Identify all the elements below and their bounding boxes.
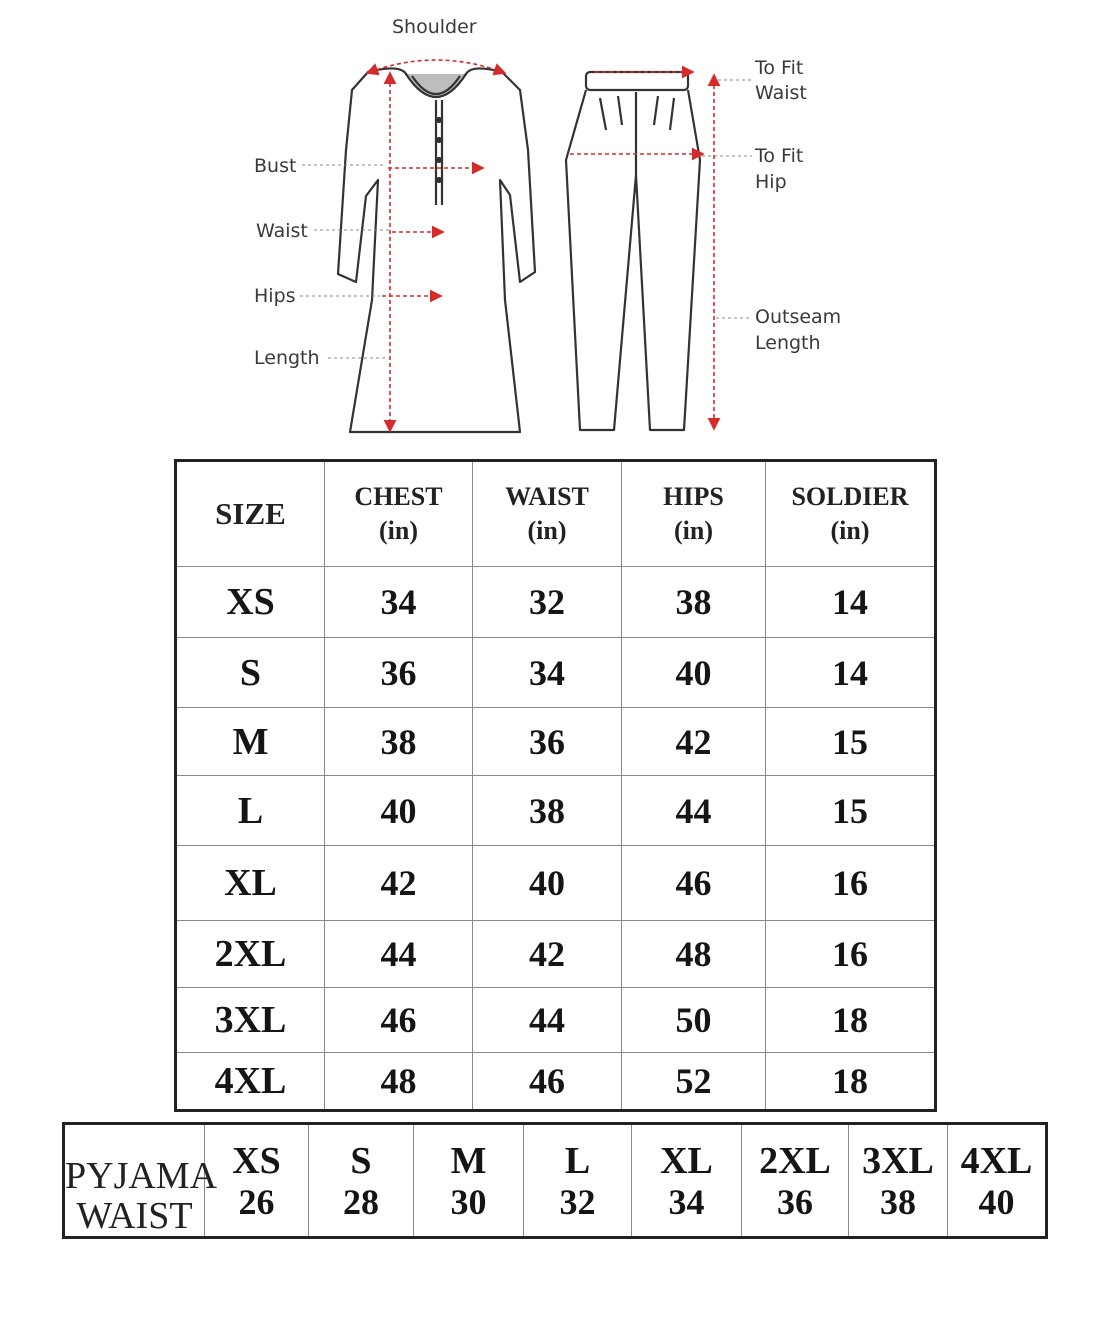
soldier-cell: 14 [766, 567, 936, 638]
outseam-label-line2: Length [755, 332, 821, 354]
table-row [176, 776, 936, 846]
hips-cell: 42 [622, 708, 766, 776]
size-chart-table [174, 459, 937, 1112]
measurement-diagram [0, 0, 1112, 450]
header-chest: CHEST (in) [325, 461, 473, 567]
pyjama-waist-cell: 32 [524, 1181, 632, 1238]
pyjama-waist-cell: 28 [309, 1181, 414, 1238]
table-header-row [176, 461, 936, 567]
pyjama-waist-cell: 34 [632, 1181, 742, 1238]
hips-cell: 44 [622, 776, 766, 846]
pyjama-size-cell: S [309, 1124, 414, 1182]
pants-icon [566, 72, 700, 430]
chest-cell: 38 [325, 708, 473, 776]
pyjama-waist-cell: 30 [414, 1181, 524, 1238]
pyjama-size-cell: M [414, 1124, 524, 1182]
header-size: SIZE [176, 461, 325, 567]
kurta-icon [338, 68, 535, 432]
pyjama-waist-label: PYJAMA WAIST [64, 1124, 205, 1238]
outseam-label-line1: Outseam [755, 306, 842, 328]
hips-label: Hips [254, 285, 296, 307]
waist-cell: 40 [473, 846, 622, 921]
size-cell: M [176, 708, 325, 776]
size-cell: 4XL [176, 1053, 325, 1111]
length-label: Length [254, 347, 320, 369]
size-cell: 2XL [176, 921, 325, 988]
chest-cell: 40 [325, 776, 473, 846]
table-row [176, 846, 936, 921]
soldier-cell: 15 [766, 708, 936, 776]
soldier-cell: 16 [766, 846, 936, 921]
header-hips: HIPS (in) [622, 461, 766, 567]
pyjama-waist-cell: 36 [742, 1181, 849, 1238]
waist-cell: 38 [473, 776, 622, 846]
pyjama-size-cell: 3XL [849, 1124, 948, 1182]
waist-cell: 44 [473, 988, 622, 1053]
size-cell: 3XL [176, 988, 325, 1053]
to-fit-waist-label-line1: To Fit [755, 57, 804, 79]
waist-cell: 32 [473, 567, 622, 638]
pyjama-size-cell: XS [205, 1124, 309, 1182]
pyjama-size-cell: L [524, 1124, 632, 1182]
table-row [176, 567, 936, 638]
size-cell: S [176, 638, 325, 708]
pyjama-waist-cell: 38 [849, 1181, 948, 1238]
chest-cell: 46 [325, 988, 473, 1053]
table-row [176, 988, 936, 1053]
table-row [176, 638, 936, 708]
pyjama-size-cell: 2XL [742, 1124, 849, 1182]
pyjama-waist-cell: 26 [205, 1181, 309, 1238]
waist-cell: 36 [473, 708, 622, 776]
waist-label: Waist [256, 220, 308, 242]
size-cell: XS [176, 567, 325, 638]
soldier-cell: 18 [766, 1053, 936, 1111]
size-cell: L [176, 776, 325, 846]
hips-cell: 40 [622, 638, 766, 708]
waist-cell: 34 [473, 638, 622, 708]
soldier-cell: 14 [766, 638, 936, 708]
soldier-cell: 18 [766, 988, 936, 1053]
pyjama-waist-cell: 40 [948, 1181, 1047, 1238]
pyjama-size-cell: XL [632, 1124, 742, 1182]
shoulder-label: Shoulder [392, 16, 477, 38]
table-row [176, 921, 936, 988]
hips-cell: 48 [622, 921, 766, 988]
to-fit-waist-label-line2: Waist [755, 82, 807, 104]
hips-cell: 46 [622, 846, 766, 921]
table-row [176, 1053, 936, 1111]
soldier-cell: 16 [766, 921, 936, 988]
waist-cell: 46 [473, 1053, 622, 1111]
hips-cell: 52 [622, 1053, 766, 1111]
header-waist: WAIST (in) [473, 461, 622, 567]
chest-cell: 48 [325, 1053, 473, 1111]
chest-cell: 36 [325, 638, 473, 708]
to-fit-hip-label-line1: To Fit [755, 145, 804, 167]
soldier-cell: 15 [766, 776, 936, 846]
to-fit-hip-label-line2: Hip [755, 171, 787, 193]
header-soldier: SOLDIER (in) [766, 461, 936, 567]
pyjama-waist-table [62, 1122, 1048, 1239]
hips-cell: 50 [622, 988, 766, 1053]
waist-cell: 42 [473, 921, 622, 988]
size-cell: XL [176, 846, 325, 921]
pyjama-size-row [64, 1124, 1047, 1182]
chest-cell: 44 [325, 921, 473, 988]
chest-cell: 42 [325, 846, 473, 921]
chest-cell: 34 [325, 567, 473, 638]
hips-cell: 38 [622, 567, 766, 638]
table-row [176, 708, 936, 776]
pyjama-size-cell: 4XL [948, 1124, 1047, 1182]
bust-label: Bust [254, 155, 297, 177]
